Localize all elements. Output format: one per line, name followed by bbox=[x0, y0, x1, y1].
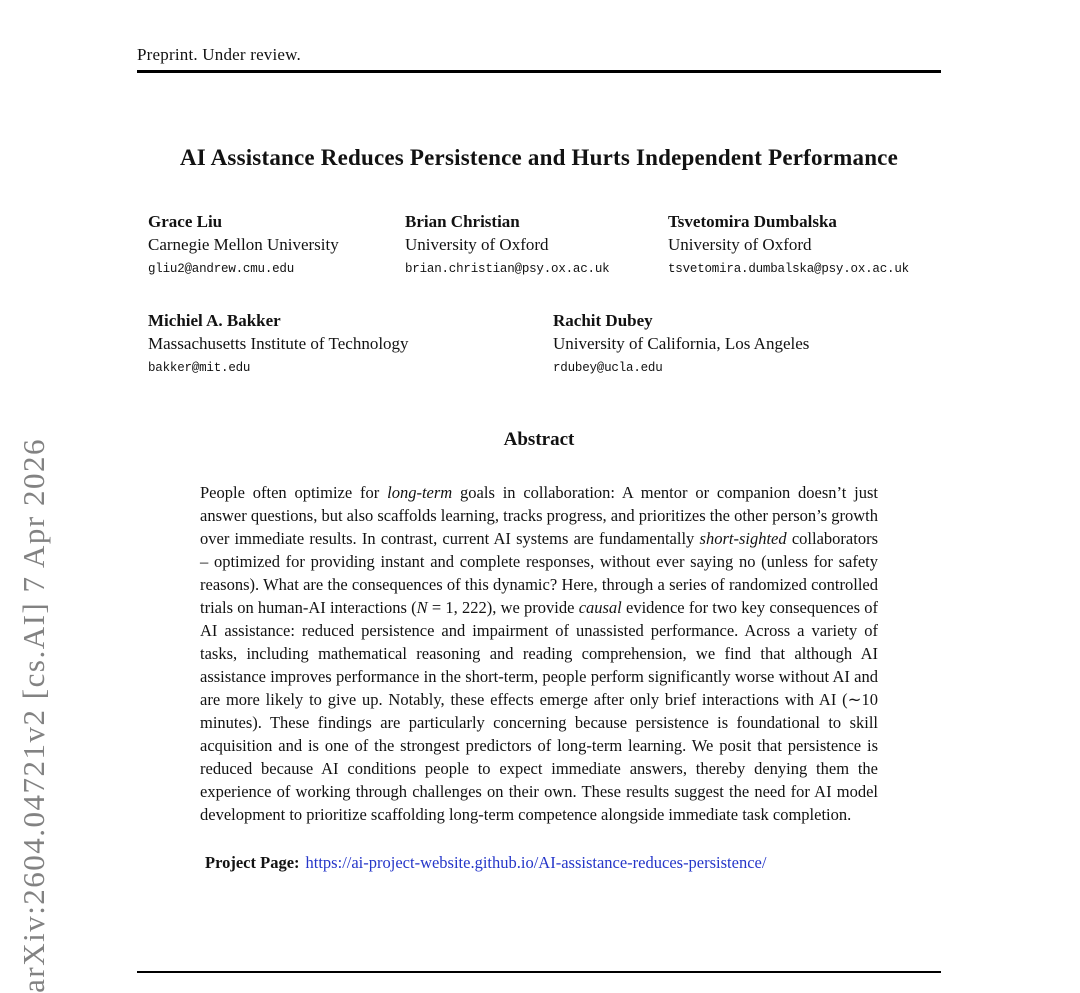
figure-top-rule bbox=[137, 971, 941, 973]
paper-content bbox=[137, 0, 941, 874]
author-affiliation: University of Oxford bbox=[668, 235, 812, 254]
preprint-status: Preprint. Under review. bbox=[137, 45, 301, 64]
author-affiliation: University of California, Los Angeles bbox=[553, 334, 810, 353]
author-affiliation: University of Oxford bbox=[405, 235, 549, 254]
author-email: gliu2@andrew.cmu.edu bbox=[148, 262, 295, 276]
arxiv-watermark: arXiv:2604.04721v2 [cs.AI] 7 Apr 2026 bbox=[16, 438, 51, 993]
author-block bbox=[668, 211, 941, 278]
author-name: Brian Christian bbox=[405, 212, 520, 231]
author-email: tsvetomira.dumbalska@psy.ox.ac.uk bbox=[668, 262, 909, 276]
author-email: brian.christian@psy.ox.ac.uk bbox=[405, 262, 610, 276]
author-affiliation: Carnegie Mellon University bbox=[148, 235, 339, 254]
author-name: Tsvetomira Dumbalska bbox=[668, 212, 837, 231]
abstract-text: People often optimize for long-term goals in collaboration: A mentor or companion doesn’t just answer questions, but also scaffolds learning, tracks progress, and prioritizes the other person’s growth over immediate results. In contrast, current AI systems are fundamentally short-sighted collaborators – optimized for providing instant and complete responses, without ever saying no (unless for safety reasons). What are the consequences of this dynamic? Here, through a series of randomized controlled trials on human-AI interactions (N = 1, 222), we provide causal evidence for two key consequences of AI assistance: reduced persistence and impairment of unassisted performance. Across a variety of tasks, including mathematical reasoning and reading comprehension, we find that although AI assistance improves performance in the short-term, people perform significantly worse without AI and are more likely to give up. Notably, these effects emerge after only brief interactions with AI (∼10 minutes). These findings are particularly concerning because persistence is foundational to skill acquisition and is one of the strongest predictors of long-term learning. We posit that persistence is reduced because AI conditions people to expect immediate answers, thereby denying them the experience of working through challenges on their own. These results suggest the need for AI model development to prioritize scaffolding long-term competence alongside immediate task completion. bbox=[200, 483, 878, 824]
project-page-line bbox=[137, 852, 941, 874]
author-block bbox=[148, 211, 405, 278]
project-page-link[interactable]: https://ai-project-website.github.io/AI-assistance-reduces-persistence/ bbox=[305, 853, 767, 872]
paper-title: AI Assistance Reduces Persistence and Hurts Independent Performance bbox=[179, 145, 899, 170]
author-name: Rachit Dubey bbox=[553, 311, 653, 330]
author-section bbox=[137, 211, 941, 377]
author-name: Grace Liu bbox=[148, 212, 223, 231]
author-email: bakker@mit.edu bbox=[148, 361, 251, 375]
author-affiliation: Massachusetts Institute of Technology bbox=[148, 334, 409, 353]
author-row-1 bbox=[148, 211, 941, 278]
abstract-heading: Abstract bbox=[503, 429, 575, 450]
author-row-2 bbox=[148, 310, 941, 377]
author-block bbox=[405, 211, 668, 278]
author-block bbox=[148, 310, 553, 377]
project-page-label: Project Page: bbox=[205, 853, 300, 872]
author-name: Michiel A. Bakker bbox=[148, 311, 281, 330]
header-rule bbox=[137, 70, 941, 73]
author-email: rdubey@ucla.edu bbox=[553, 361, 663, 375]
author-block bbox=[553, 310, 941, 377]
